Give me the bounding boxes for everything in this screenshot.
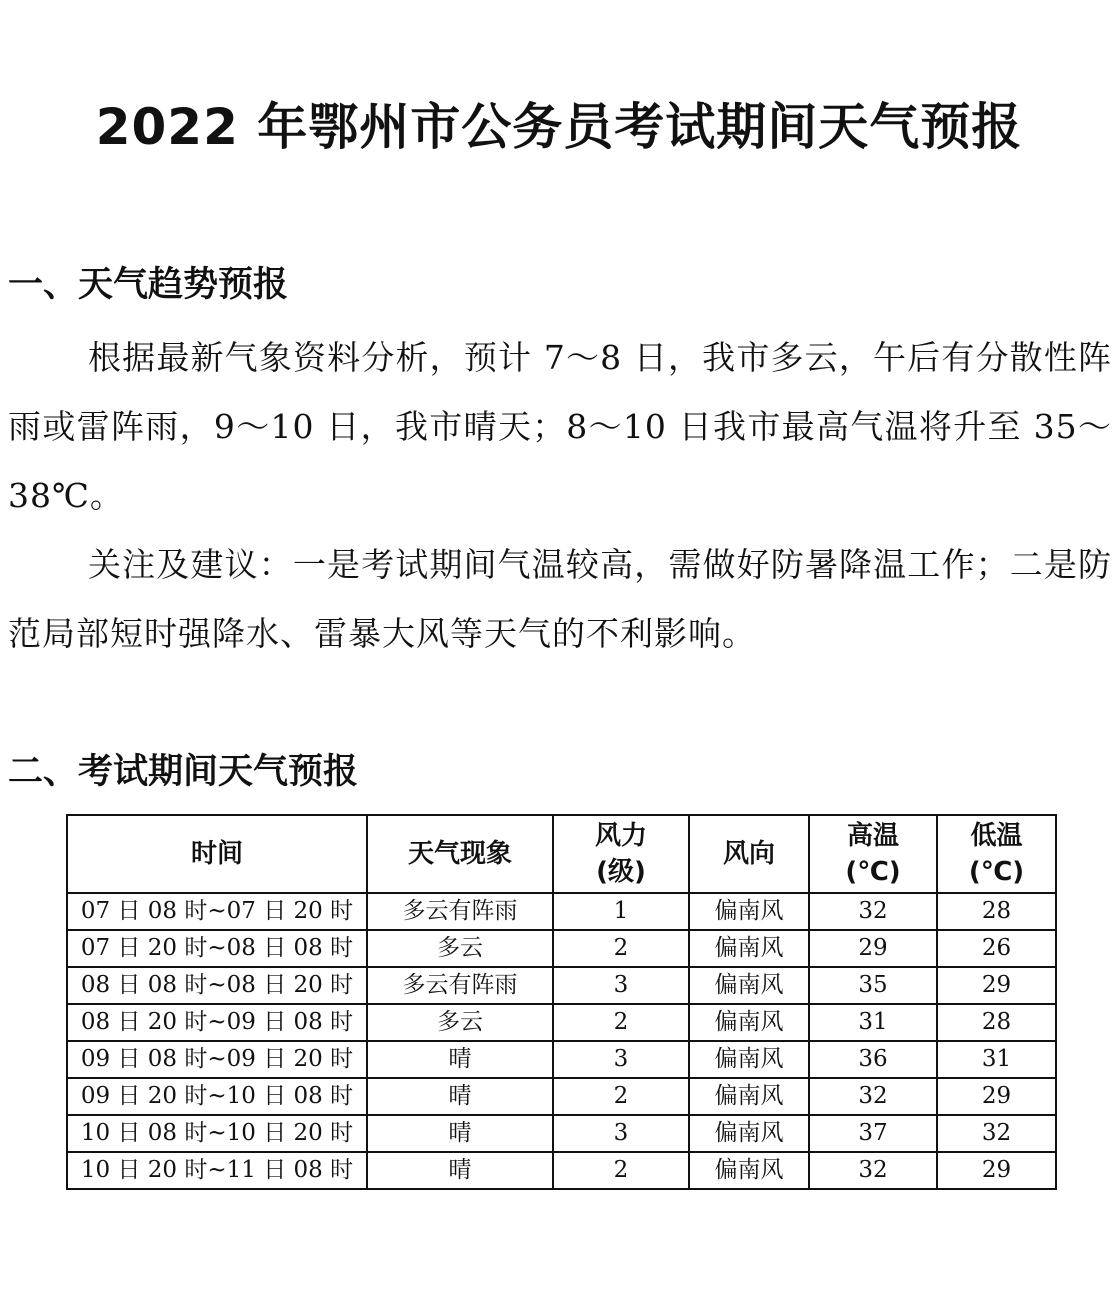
cell-wind-direction: 偏南风 — [689, 930, 809, 967]
header-high-temp — [809, 815, 937, 893]
cell-wind-force: 2 — [553, 1078, 689, 1115]
cell-wind-force: 3 — [553, 1115, 689, 1152]
cell-wind-force: 3 — [553, 967, 689, 1004]
cell-low-temp: 32 — [937, 1115, 1056, 1152]
cell-weather: 多云 — [367, 930, 553, 967]
cell-low-temp: 29 — [937, 967, 1056, 1004]
section-heading-trend: 一、天气趋势预报 — [8, 265, 289, 305]
table-row — [67, 1115, 1056, 1152]
cell-high-temp: 37 — [809, 1115, 937, 1152]
cell-low-temp: 26 — [937, 930, 1056, 967]
header-wind-direction: 风向 — [689, 815, 809, 893]
cell-high-temp: 29 — [809, 930, 937, 967]
cell-wind-direction: 偏南风 — [689, 893, 809, 930]
advice-paragraph: 关注及建议：一是考试期间气温较高，需做好防暑降温工作；二是防范局部短时强降水、雷暴大风等天气的不利影响。 — [8, 545, 1112, 653]
cell-low-temp: 29 — [937, 1078, 1056, 1115]
table-row — [67, 893, 1056, 930]
table-row — [67, 967, 1056, 1004]
table-row — [67, 1041, 1056, 1078]
cell-high-temp: 32 — [809, 1078, 937, 1115]
cell-low-temp: 31 — [937, 1041, 1056, 1078]
header-wind-force-line2: (级) — [596, 857, 646, 887]
cell-wind-direction: 偏南风 — [689, 1078, 809, 1115]
cell-wind-force: 2 — [553, 1004, 689, 1041]
table-row — [67, 1078, 1056, 1115]
header-low-temp — [937, 815, 1056, 893]
cell-weather: 晴 — [367, 1078, 553, 1115]
page-title: 2022 年鄂州市公务员考试期间天气预报 — [95, 98, 1023, 156]
table-header-row — [67, 815, 1056, 893]
section-heading-forecast: 二、考试期间天气预报 — [8, 752, 359, 792]
trend-paragraph: 根据最新气象资料分析，预计 7～8 日，我市多云，午后有分散性阵雨或雷阵雨，9～10 日，我市晴天；8～10 日我市最高气温将升至 35～38℃。 — [8, 338, 1112, 515]
cell-wind-direction: 偏南风 — [689, 1115, 809, 1152]
cell-high-temp: 35 — [809, 967, 937, 1004]
cell-wind-direction: 偏南风 — [689, 1152, 809, 1189]
header-high-temp-line1: 高温 — [846, 821, 899, 851]
cell-weather: 多云有阵雨 — [367, 893, 553, 930]
cell-weather: 多云 — [367, 1004, 553, 1041]
table-row — [67, 930, 1056, 967]
cell-weather: 晴 — [367, 1115, 553, 1152]
cell-high-temp: 36 — [809, 1041, 937, 1078]
header-wind-force — [553, 815, 689, 893]
cell-low-temp: 28 — [937, 1004, 1056, 1041]
cell-time: 10 日 08 时~10 日 20 时 — [67, 1115, 367, 1152]
cell-wind-direction: 偏南风 — [689, 1004, 809, 1041]
header-low-temp-line1: 低温 — [970, 821, 1023, 851]
header-weather: 天气现象 — [367, 815, 553, 893]
cell-time: 07 日 20 时~08 日 08 时 — [67, 930, 367, 967]
cell-time: 10 日 20 时~11 日 08 时 — [67, 1152, 367, 1189]
table-row — [67, 1004, 1056, 1041]
cell-weather: 多云有阵雨 — [367, 967, 553, 1004]
cell-low-temp: 29 — [937, 1152, 1056, 1189]
cell-wind-force: 1 — [553, 893, 689, 930]
cell-high-temp: 32 — [809, 893, 937, 930]
header-time: 时间 — [67, 815, 367, 893]
forecast-table — [66, 814, 1057, 1190]
cell-weather: 晴 — [367, 1041, 553, 1078]
cell-time: 09 日 20 时~10 日 08 时 — [67, 1078, 367, 1115]
cell-high-temp: 31 — [809, 1004, 937, 1041]
header-wind-force-line1: 风力 — [594, 821, 647, 851]
header-high-temp-line2: (℃) — [845, 857, 901, 887]
cell-low-temp: 28 — [937, 893, 1056, 930]
cell-wind-force: 2 — [553, 930, 689, 967]
cell-high-temp: 32 — [809, 1152, 937, 1189]
table-row — [67, 1152, 1056, 1189]
cell-wind-direction: 偏南风 — [689, 1041, 809, 1078]
cell-time: 08 日 08 时~08 日 20 时 — [67, 967, 367, 1004]
header-low-temp-line2: (℃) — [968, 857, 1025, 887]
cell-time: 08 日 20 时~09 日 08 时 — [67, 1004, 367, 1041]
cell-wind-force: 2 — [553, 1152, 689, 1189]
cell-wind-force: 3 — [553, 1041, 689, 1078]
cell-wind-direction: 偏南风 — [689, 967, 809, 1004]
cell-time: 07 日 08 时~07 日 20 时 — [67, 893, 367, 930]
cell-time: 09 日 08 时~09 日 20 时 — [67, 1041, 367, 1078]
cell-weather: 晴 — [367, 1152, 553, 1189]
